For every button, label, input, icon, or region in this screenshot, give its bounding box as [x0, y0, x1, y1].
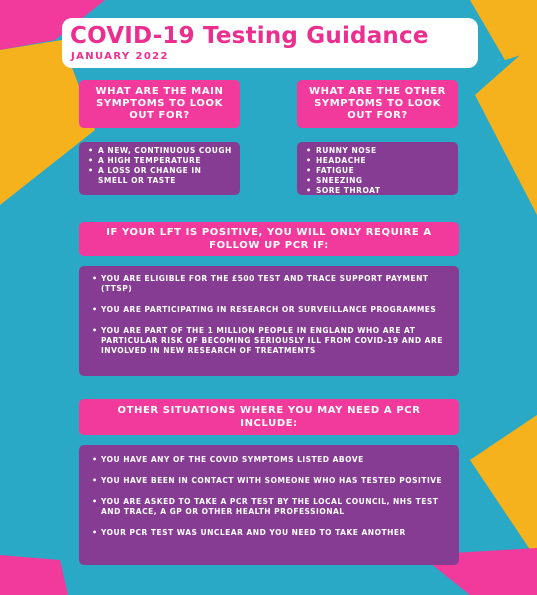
list-item [305, 176, 452, 186]
list-item-text: YOU ARE ELIGIBLE FOR THE £500 TEST AND TRACE SUPPORT PAYMENT (TTSP) [101, 274, 429, 293]
list-item-text: YOU ARE PARTICIPATING IN RESEARCH OR SURVEILLANCE PROGRAMMES [101, 305, 437, 314]
bullet: • [306, 156, 312, 165]
other-symptoms-list [297, 142, 458, 195]
main-symptoms-heading [79, 80, 240, 128]
list-item [91, 497, 445, 517]
list-item [91, 476, 445, 486]
lft-positive-heading [79, 222, 459, 256]
bullet: • [92, 476, 98, 485]
bullet: • [92, 497, 98, 506]
bullet: • [92, 455, 98, 464]
list-item [305, 186, 452, 196]
other-situations-heading [79, 399, 459, 435]
bullet: • [92, 528, 98, 537]
list-item-text: YOU HAVE BEEN IN CONTACT WITH SOMEONE WHO HAS TESTED POSITIVE [101, 476, 443, 485]
bullet: • [92, 274, 98, 283]
list-item [91, 326, 445, 356]
bullet: • [88, 146, 94, 155]
list-item-text: HEADACHE [316, 156, 367, 165]
list-item-text: YOU ARE PART OF THE 1 MILLION PEOPLE IN ENGLAND WHO ARE AT PARTICULAR RISK OF BECOMING SERIOUSLY ILL FROM COVID-19 AND ARE INVOLVED IN NEW RESEARCH OF TREATMENTS [101, 326, 443, 355]
list-item [87, 156, 234, 166]
lft-positive-list [79, 266, 459, 376]
list-item-text: FATIGUE [316, 166, 355, 175]
list-item [91, 455, 445, 465]
list-item-text: YOU HAVE ANY OF THE COVID SYMPTOMS LISTED ABOVE [101, 455, 364, 464]
other-symptoms-heading-text: WHAT ARE THE OTHER SYMPTOMS TO LOOK OUT FOR? [309, 86, 446, 121]
list-item [305, 156, 452, 166]
other-symptoms-heading [297, 80, 458, 128]
page-date: JANUARY 2022 [71, 51, 169, 62]
bullet: • [306, 146, 312, 155]
bullet: • [92, 305, 98, 314]
lft-positive-heading-text: IF YOUR LFT IS POSITIVE, YOU WILL ONLY REQUIRE A FOLLOW UP PCR IF: [106, 227, 432, 251]
main-symptoms-heading-text: WHAT ARE THE MAIN SYMPTOMS TO LOOK OUT FOR? [95, 86, 224, 121]
bullet: • [306, 186, 312, 195]
list-item-text: A LOSS OR CHANGE IN SMELL OR TASTE [98, 166, 202, 185]
other-situations-heading-text: OTHER SITUATIONS WHERE YOU MAY NEED A PCR INCLUDE: [117, 405, 421, 429]
bullet: • [88, 166, 94, 175]
list-item-text: RUNNY NOSE [316, 146, 377, 155]
list-item [305, 166, 452, 176]
list-item-text: YOUR PCR TEST WAS UNCLEAR AND YOU NEED TO TAKE ANOTHER [101, 528, 406, 537]
bullet: • [306, 166, 312, 175]
list-item-text: YOU ARE ASKED TO TAKE A PCR TEST BY THE LOCAL COUNCIL, NHS TEST AND TRACE, A GP OR OTHER HEALTH PROFESSIONAL [101, 497, 439, 516]
bullet: • [92, 326, 98, 335]
list-item [91, 305, 445, 315]
list-item-text: A NEW, CONTINUOUS COUGH [98, 146, 232, 155]
page-title: COVID-19 Testing Guidance [70, 23, 429, 49]
list-item-text: SORE THROAT [316, 186, 381, 195]
list-item [87, 166, 234, 186]
list-item-text: SNEEZING [316, 176, 363, 185]
list-item [305, 146, 452, 156]
list-item [91, 274, 445, 294]
bullet: • [306, 176, 312, 185]
list-item-text: A HIGH TEMPERATURE [98, 156, 201, 165]
main-symptoms-list [79, 142, 240, 195]
list-item [87, 146, 234, 156]
list-item [91, 528, 445, 538]
bullet: • [88, 156, 94, 165]
title-card [62, 18, 478, 68]
other-situations-list [79, 445, 459, 565]
